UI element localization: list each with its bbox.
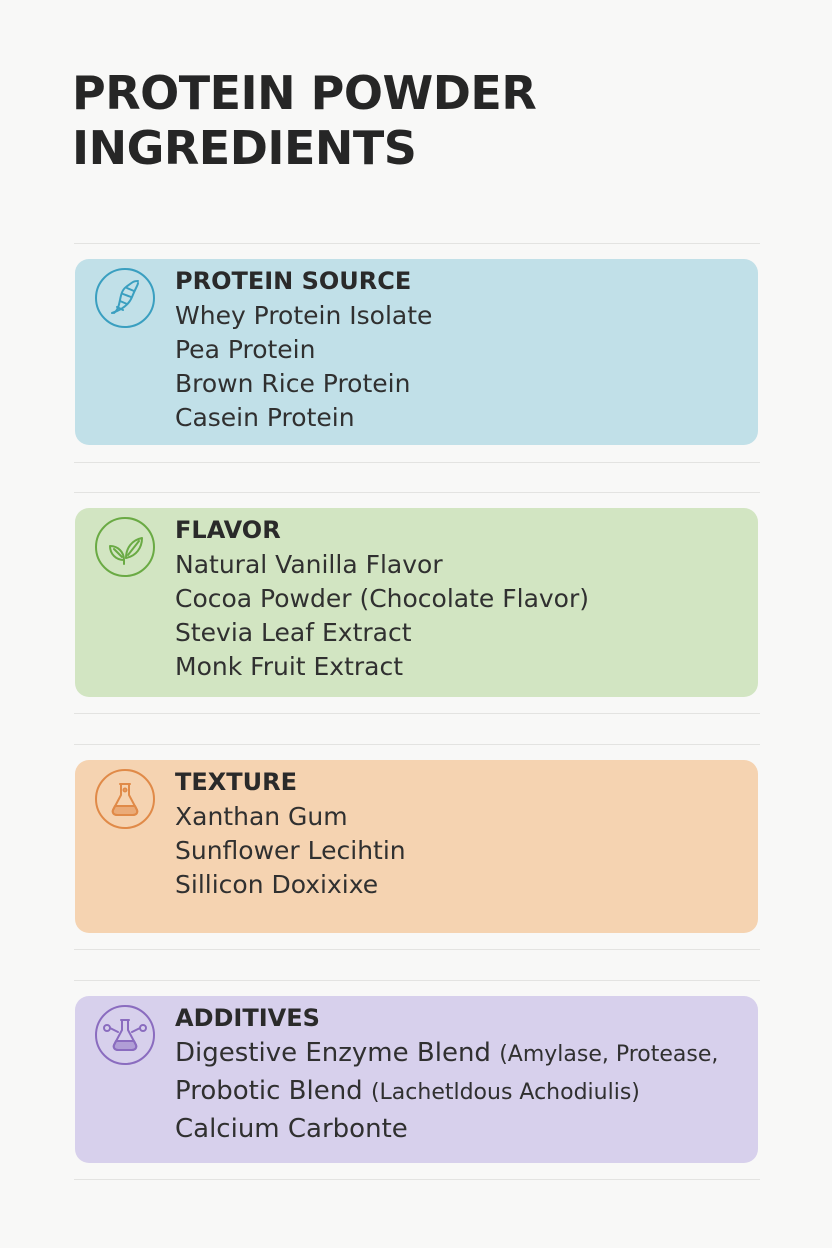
- list-item: Xanthan Gum: [175, 802, 348, 831]
- ingredient-name: Probotic Blend: [175, 1076, 371, 1106]
- list-item: Sunflower Lecihtin: [175, 836, 406, 865]
- ingredient-list: [175, 299, 758, 435]
- list-item: Brown Rice Protein: [175, 369, 411, 398]
- list-item: Whey Protein Isolate: [175, 301, 433, 330]
- list-item: Sillicon Doxixixe: [175, 870, 379, 899]
- list-item: Cocoa Powder (Chocolate Flavor): [175, 584, 590, 613]
- divider: [74, 243, 760, 244]
- section-heading: FLAVOR: [175, 516, 281, 544]
- list-item: [175, 1111, 758, 1149]
- flask-icon: [94, 768, 156, 830]
- list-item: Stevia Leaf Extract: [175, 618, 412, 647]
- divider: [74, 713, 760, 714]
- ingredient-name: Calcium Carbonte: [175, 1114, 408, 1144]
- divider: [74, 462, 760, 463]
- molecule-flask-icon: [94, 1004, 156, 1066]
- section-heading: PROTEIN SOURCE: [175, 267, 412, 295]
- leaf-icon: [94, 516, 156, 578]
- ingredient-list: [175, 800, 758, 902]
- additives-card: [75, 996, 758, 1163]
- list-item: [175, 1073, 758, 1111]
- page-title-line-1: PROTEIN POWDER: [72, 66, 537, 120]
- section-heading: TEXTURE: [175, 768, 298, 796]
- divider: [74, 1179, 760, 1180]
- flavor-card: [75, 508, 758, 697]
- ingredient-list: [175, 548, 758, 684]
- list-item: [175, 1035, 758, 1073]
- ingredient-name: Digestive Enzyme Blend: [175, 1038, 500, 1068]
- ingredient-note: (Lachetldous Achodiulis): [370, 1080, 640, 1105]
- page-title-line-2: INGREDIENTS: [72, 121, 417, 175]
- list-item: Pea Protein: [175, 335, 316, 364]
- dna-icon: [94, 267, 156, 329]
- divider: [74, 949, 760, 950]
- list-item: Natural Vanilla Flavor: [175, 550, 443, 579]
- list-item: Monk Fruit Extract: [175, 652, 404, 681]
- divider: [74, 492, 760, 493]
- list-item: Casein Protein: [175, 403, 355, 432]
- ingredient-list: [175, 1035, 758, 1149]
- texture-card: [75, 760, 758, 933]
- section-heading: ADDITIVES: [175, 1004, 320, 1032]
- ingredient-note: (Amylase, Protease,: [499, 1042, 719, 1067]
- page-title: [72, 66, 536, 176]
- protein-source-card: [75, 259, 758, 445]
- divider: [74, 980, 760, 981]
- divider: [74, 744, 760, 745]
